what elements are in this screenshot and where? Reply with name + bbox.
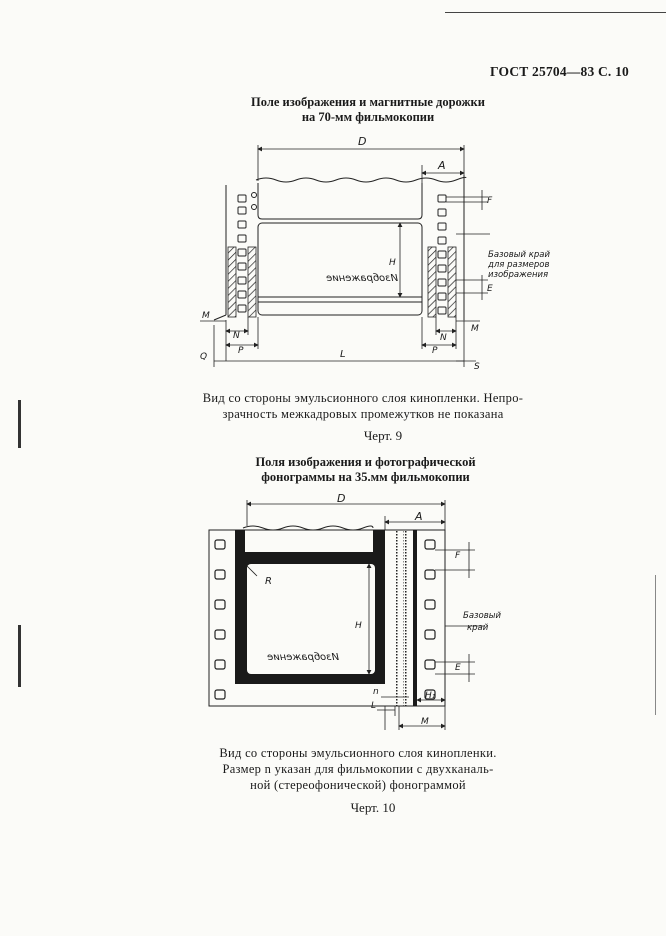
label-H1: H₁ — [425, 691, 436, 701]
frame-upper — [258, 183, 422, 219]
label-M-right: M — [471, 324, 479, 334]
mag-track-right-2 — [448, 247, 456, 317]
label-D: D — [337, 492, 346, 505]
label-E: E — [487, 284, 493, 294]
binding-mark-1 — [18, 400, 21, 448]
binding-mark-2 — [18, 625, 21, 687]
wavy-top — [256, 177, 466, 182]
wavy-top-10 — [243, 526, 373, 530]
label-S: S — [474, 362, 480, 372]
figure9-title — [0, 95, 666, 125]
figure10-drawing — [195, 492, 525, 740]
label-A: A — [415, 510, 423, 523]
label-H: H — [389, 258, 396, 268]
figure10-caption-line2: Размер n указан для фильмокопии с двухканаль- — [222, 762, 494, 776]
label-N-right: N — [440, 333, 447, 343]
label-H: H — [355, 621, 362, 631]
figure10-title-line1: Поля изображения и фотографической — [255, 455, 476, 469]
figure10-title-line2: фонограммы на 35.мм фильмокопии — [261, 470, 470, 484]
perforations-right — [425, 540, 435, 699]
figure10-caption — [0, 745, 666, 793]
figure9-number: Черт. 9 — [363, 428, 403, 443]
perforations-left — [215, 540, 225, 699]
figure9-caption-line1: Вид со стороны эмульсионного слоя кинопленки. Непро- — [202, 391, 524, 405]
label-F: F — [455, 551, 461, 561]
mirror-text: Изображение — [326, 273, 398, 284]
edge-shadow — [655, 575, 656, 715]
left-perforations — [238, 195, 246, 312]
soundtrack-1 — [395, 530, 399, 706]
mag-track-left-2 — [248, 247, 256, 317]
label-F: F — [487, 196, 493, 206]
top-rule — [445, 12, 666, 13]
figure9-title-line2: на 70-мм фильмокопии — [301, 110, 435, 124]
label-base-edge-2: для размеров — [488, 260, 550, 270]
figure9-caption-line2: зрачность межкадровых промежутков не показана — [222, 407, 504, 421]
soundtrack-2 — [403, 530, 407, 706]
soundtrack-edge — [413, 530, 417, 706]
label-P-right: P — [432, 346, 438, 356]
frame-main — [258, 223, 422, 315]
label-N-left: N — [233, 331, 240, 341]
mag-track-left-1 — [228, 247, 236, 317]
standard-number: ГОСТ 25704—83 — [490, 64, 595, 79]
label-P-left: P — [238, 346, 244, 356]
figure10-number: Черт. 10 — [350, 800, 396, 815]
figure9-drawing — [190, 135, 570, 380]
figure10-caption-line3: ной (стереофонической) фонограммой — [250, 778, 466, 792]
page-number: С. 10 — [597, 64, 629, 79]
label-Q: Q — [200, 352, 208, 362]
right-perforations — [438, 195, 446, 314]
label-L: L — [371, 701, 377, 711]
label-M-left: M — [202, 311, 210, 321]
label-E: E — [455, 663, 461, 673]
label-base-edge-2: край — [467, 623, 489, 633]
figure10-title — [0, 455, 666, 485]
label-L: L — [340, 349, 346, 360]
figure9-caption — [0, 390, 666, 422]
page-header — [490, 64, 629, 80]
label-base-edge-1: Базовый край — [488, 250, 550, 260]
label-base-edge-1: Базовый — [463, 611, 502, 621]
mag-track-right-1 — [428, 247, 436, 317]
mirror-text: Изображение — [267, 652, 339, 663]
label-R: R — [265, 576, 272, 587]
label-base-edge-3: изображения — [488, 270, 549, 280]
label-A: A — [438, 159, 446, 172]
label-D: D — [358, 135, 367, 148]
figure10-caption-line1: Вид со стороны эмульсионного слоя кинопленки. — [219, 746, 497, 760]
label-n: n — [373, 687, 379, 697]
label-M: M — [421, 717, 429, 727]
film-left-edge — [214, 185, 226, 320]
figure9-title-line1: Поле изображения и магнитные дорожки — [251, 95, 485, 109]
left-perforations-2 — [252, 193, 257, 210]
